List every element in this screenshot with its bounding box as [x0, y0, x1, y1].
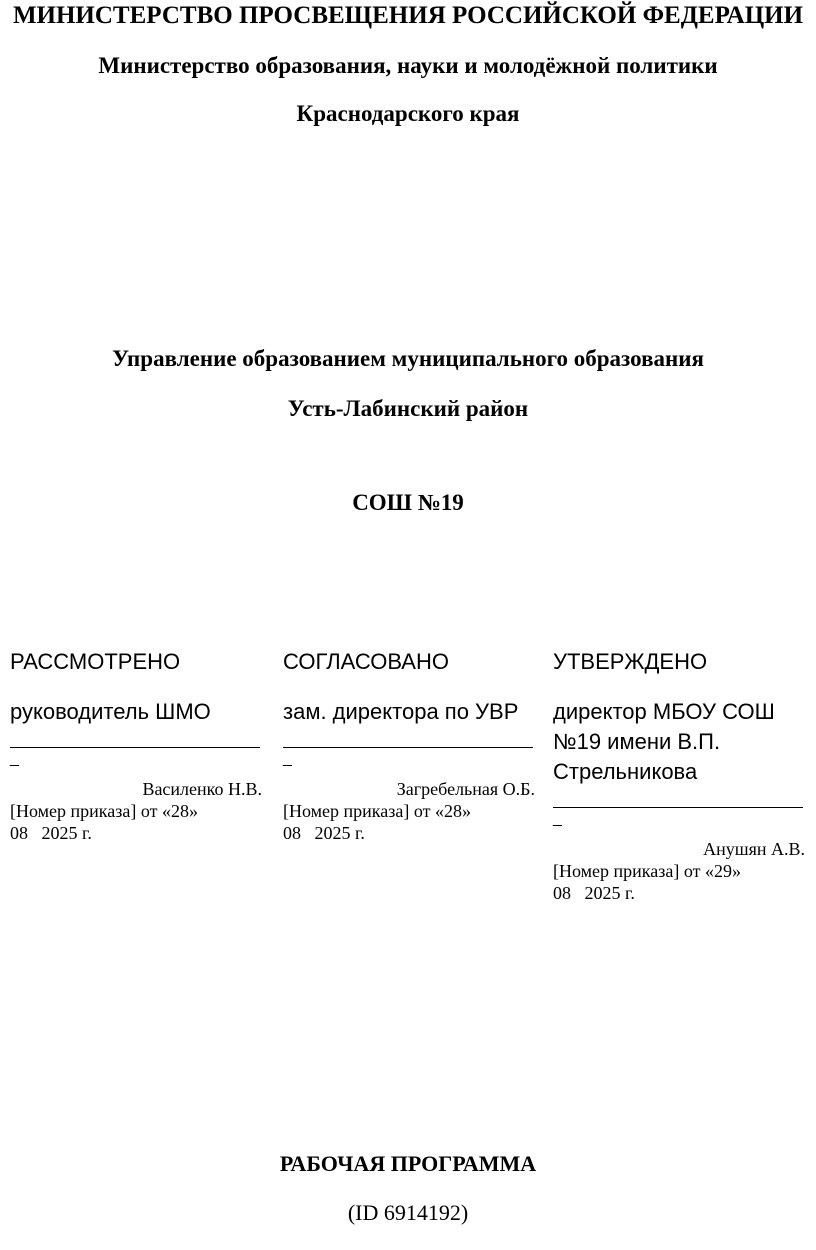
signature-underscore: _ — [10, 750, 19, 767]
signature-underscore: _ — [283, 750, 292, 767]
municipal-authority-line-2: Усть-Лабинский район — [287, 396, 529, 421]
ministry-heading: МИНИСТЕРСТВО ПРОСВЕЩЕНИЯ РОССИЙСКОЙ ФЕДЕРАЦИИ — [12, 2, 804, 29]
approval-block-approved — [553, 647, 805, 904]
approval-signer-name: Василенко Н.В. — [142, 779, 262, 799]
approval-block-agreed — [283, 647, 535, 844]
approval-role: руководитель ШМО — [10, 699, 211, 724]
approval-signer-name: Анушян А.В. — [703, 839, 805, 859]
regional-ministry-line-2: Краснодарского края — [296, 101, 520, 126]
approval-date: 08 2025 г. — [283, 823, 365, 843]
signature-underscore: _ — [553, 810, 562, 827]
approval-order: [Номер приказа] от «28» — [283, 801, 471, 821]
school-name: СОШ №19 — [352, 490, 464, 515]
municipal-authority-line-1: Управление образованием муниципального образования — [112, 346, 704, 371]
approval-order: [Номер приказа] от «28» — [10, 801, 198, 821]
document-title: РАБОЧАЯ ПРОГРАММА — [279, 1151, 537, 1176]
approval-title: УТВЕРЖДЕНО — [553, 649, 708, 674]
signature-line — [283, 747, 533, 748]
signature-line — [553, 807, 803, 808]
approval-date: 08 2025 г. — [553, 883, 635, 903]
regional-ministry-line-1: Министерство образования, науки и молодёжной политики — [98, 53, 718, 78]
document-id: (ID 6914192) — [347, 1200, 469, 1225]
approval-role: зам. директора по УВР — [283, 699, 519, 724]
approval-title: СОГЛАСОВАНО — [283, 649, 449, 674]
approval-date: 08 2025 г. — [10, 823, 92, 843]
approval-role: директор МБОУ СОШ №19 имени В.П. Стрельникова — [553, 699, 775, 784]
approval-block-reviewed — [10, 647, 262, 844]
approval-signer-name: Загребельная О.Б. — [396, 779, 535, 799]
signature-line — [10, 747, 260, 748]
approval-title: РАССМОТРЕНО — [10, 649, 181, 674]
approval-order: [Номер приказа] от «29» — [553, 861, 741, 881]
